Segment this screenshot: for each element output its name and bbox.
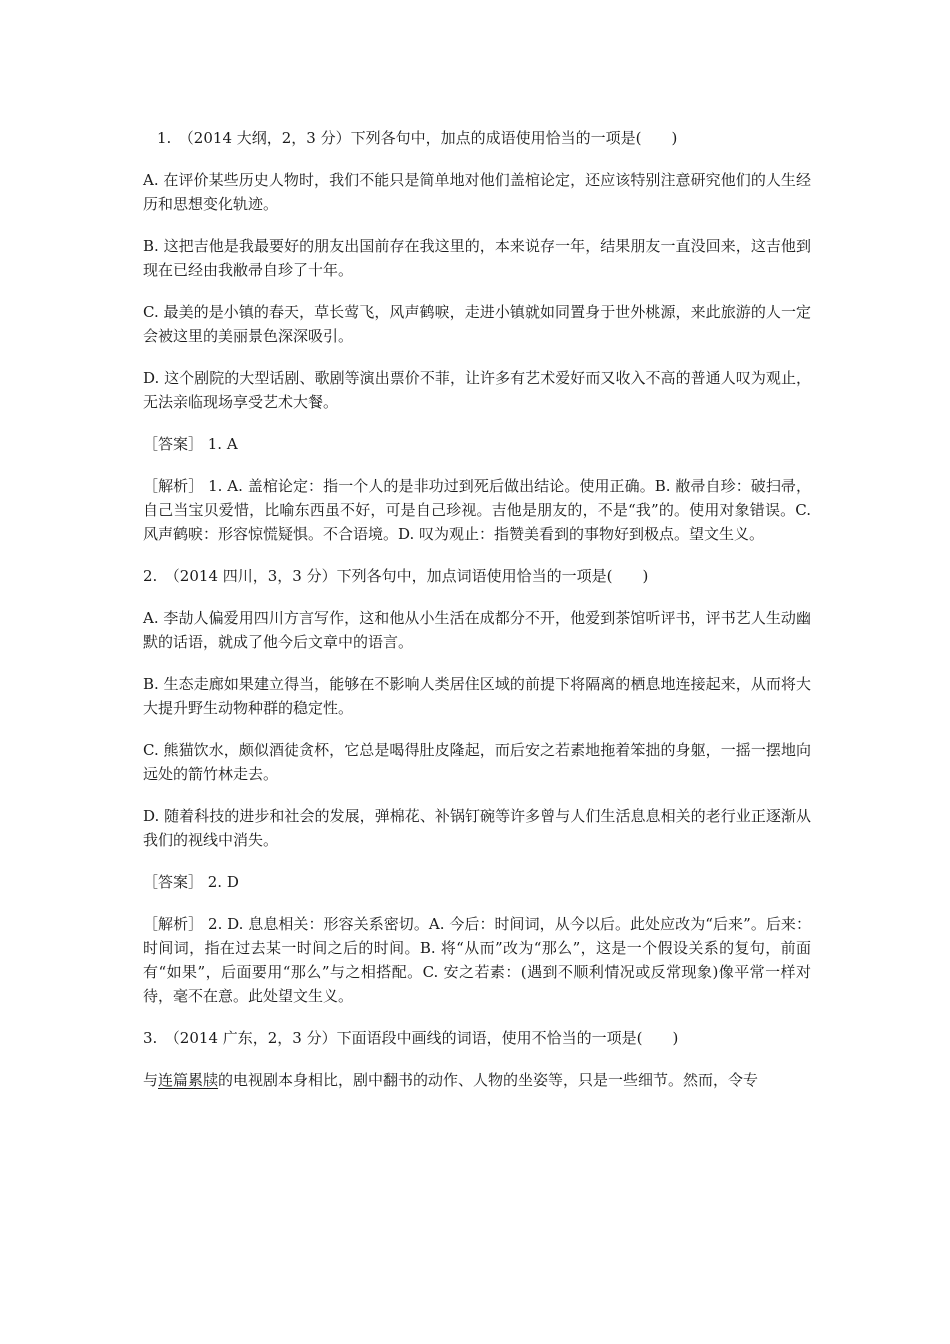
question-2-answer: ［答案］ 2. D [143, 873, 239, 891]
underlined-term: 连篇累牍 [158, 1071, 219, 1089]
question-1-answer: ［答案］ 1. A [143, 435, 238, 453]
document-page [143, 126, 811, 1110]
question-2-option-b: B. 生态走廊如果建立得当，能够在不影响人类居住区域的前提下将隔离的栖息地连接起来，从而将大大提升野生动物种群的稳定性。 [143, 675, 811, 717]
question-1-option-b: B. 这把吉他是我最要好的朋友出国前存在我这里的，本来说存一年，结果朋友一直没回来，这吉他到现在已经由我敝帚自珍了十年。 [143, 237, 811, 279]
question-3-stem: 3. （2014 广东，2，3 分）下面语段中画线的词语，使用不恰当的一项是( ) [143, 1029, 679, 1047]
passage-suffix: 的电视剧本身相比，剧中翻书的动作、人物的坐姿等，只是一些细节。然而，令专 [218, 1071, 759, 1089]
question-2-stem: 2. （2014 四川，3，3 分）下列各句中，加点词语使用恰当的一项是( ) [143, 567, 649, 585]
passage-prefix: 与 [143, 1071, 159, 1089]
question-1-option-c: C. 最美的是小镇的春天，草长莺飞，风声鹤唳，走进小镇就如同置身于世外桃源，来此旅游的人一定会被这里的美丽景色深深吸引。 [143, 303, 811, 345]
question-1-analysis: ［解析］ 1. A. 盖棺论定：指一个人的是非功过到死后做出结论。使用正确。B. 敝帚自珍：破扫帚，自己当宝贝爱惜，比喻东西虽不好，可是自己珍视。吉他是朋友的，不是“我”的。使用对象错误。C. 风声鹤唳：形容惊慌疑惧。不合语境。D. 叹为观止：指赞美看到的事物好到极点。望文生义。 [143, 477, 811, 543]
question-1-option-d: D. 这个剧院的大型话剧、歌剧等演出票价不菲，让许多有艺术爱好而又收入不高的普通人叹为观止，无法亲临现场享受艺术大餐。 [143, 369, 811, 411]
question-2-option-a: A. 李劼人偏爱用四川方言写作，这和他从小生活在成都分不开，他爱到茶馆听评书，评书艺人生动幽默的话语，就成了他今后文章中的语言。 [143, 609, 811, 651]
question-3-passage [143, 1068, 811, 1092]
question-2-option-d: D. 随着科技的进步和社会的发展，弹棉花、补锅钉碗等许多曾与人们生活息息相关的老行业正逐渐从我们的视线中消失。 [143, 807, 811, 849]
question-2-option-c: C. 熊猫饮水，颇似酒徒贪杯，它总是喝得肚皮隆起，而后安之若素地拖着笨拙的身躯，一摇一摆地向远处的箭竹林走去。 [143, 741, 811, 783]
question-2-analysis: ［解析］ 2. D. 息息相关：形容关系密切。A. 今后：时间词，从今以后。此处应改为“后来”。后来：时间词，指在过去某一时间之后的时间。B. 将“从而”改为“那么”，这是一个假设关系的复句，前面有“如果”，后面要用“那么”与之相搭配。C. 安之若素：(遇到不顺利情况或反常现象)像平常一样对待，毫不在意。此处望文生义。 [143, 915, 811, 1005]
question-1-option-a: A. 在评价某些历史人物时，我们不能只是简单地对他们盖棺论定，还应该特别注意研究他们的人生经历和思想变化轨迹。 [143, 171, 811, 213]
question-1-stem: 1. （2014 大纲，2，3 分）下列各句中，加点的成语使用恰当的一项是( ) [157, 129, 678, 147]
